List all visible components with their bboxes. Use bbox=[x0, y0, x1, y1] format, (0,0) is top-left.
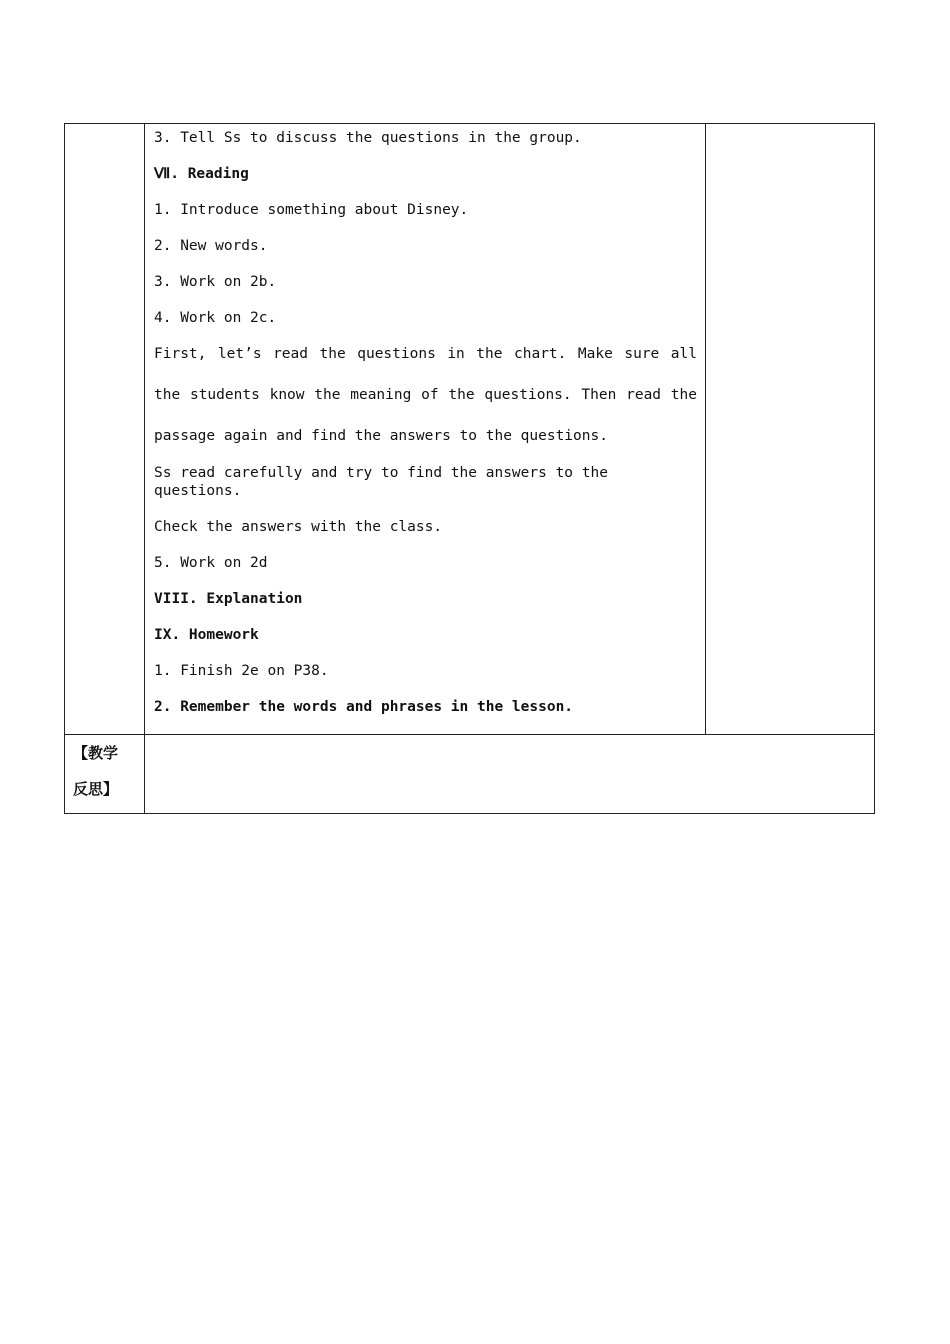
procedure-lines-after bbox=[154, 464, 697, 716]
procedure-line: 2. New words. bbox=[154, 238, 268, 254]
reflection-label-cell bbox=[65, 735, 145, 814]
procedure-line: 2. Remember the words and phrases in the lesson. bbox=[154, 699, 574, 715]
reflection-label-line: 反思】 bbox=[73, 780, 119, 798]
lesson-plan-table bbox=[64, 123, 875, 814]
procedure-line: 3. Work on 2b. bbox=[154, 274, 277, 290]
notes-cell bbox=[706, 124, 875, 735]
procedure-line: Check the answers with the class. bbox=[154, 519, 443, 535]
procedure-line: VIII. Explanation bbox=[154, 591, 303, 607]
procedure-label-cell bbox=[65, 124, 145, 735]
procedure-line: Ⅶ. Reading bbox=[154, 166, 249, 182]
procedure-line: 1. Introduce something about Disney. bbox=[154, 202, 469, 218]
procedure-line: 4. Work on 2c. bbox=[154, 310, 277, 326]
teaching-procedure bbox=[145, 124, 705, 716]
reflection-row bbox=[65, 735, 875, 814]
procedure-line: 1. Finish 2e on P38. bbox=[154, 663, 329, 679]
reflection-label bbox=[65, 735, 144, 807]
procedure-paragraph: First, let’s read the questions in the chart. Make sure all the students know the meaning of the questions. Then read the passage again and find the answers to the questions. bbox=[154, 346, 697, 444]
procedure-row bbox=[65, 124, 875, 735]
procedure-cell bbox=[145, 124, 706, 735]
procedure-line: Ss read carefully and try to find the answers to the questions. bbox=[154, 465, 617, 499]
procedure-line: IX. Homework bbox=[154, 627, 259, 643]
reflection-content-cell bbox=[145, 735, 875, 814]
reflection-label-line: 【教学 bbox=[73, 744, 119, 762]
procedure-lines bbox=[154, 129, 697, 327]
procedure-line: 5. Work on 2d bbox=[154, 555, 268, 571]
procedure-line: 3. Tell Ss to discuss the questions in the group. bbox=[154, 130, 582, 146]
